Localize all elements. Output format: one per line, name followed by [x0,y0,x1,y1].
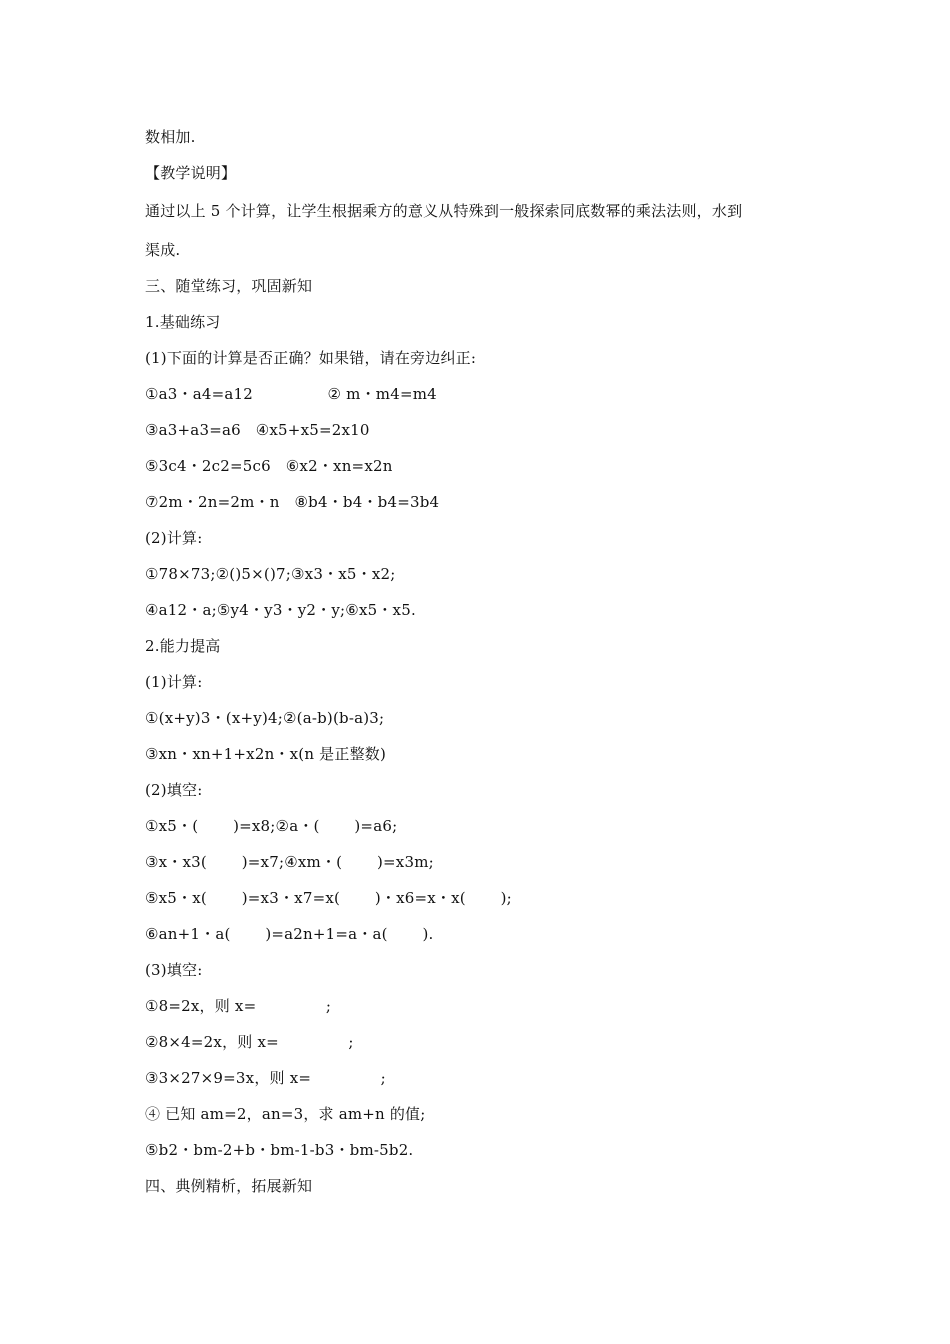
exercise-prompt: (1)下面的计算是否正确？如果错，请在旁边纠正: [145,349,477,367]
exercise-prompt: (3)填空: [145,961,203,979]
exercise-item: ⑦2m・2n=2m・n ⑧b4・b4・b4=3b4 [145,493,440,511]
exercise-item: ③x・x3( )=x7;④xm・( )=x3m; [145,853,434,871]
subsection-heading: 1.基础练习 [145,313,221,331]
text-line: 数相加. [145,128,196,146]
exercise-item: ⑥an+1・a( )=a2n+1=a・a( ). [145,925,434,943]
exercise-item: ②8×4=2x，则 x= ; [145,1033,354,1051]
subsection-heading: 2.能力提高 [145,637,221,655]
exercise-item: ⑤x5・x( )=x3・x7=x( )・x6=x・x( ); [145,889,512,907]
exercise-item: ①a3・a4=a12 ② m・m4=m4 [145,385,437,403]
exercise-prompt: (1)计算: [145,673,203,691]
exercise-prompt: (2)计算: [145,529,203,547]
text-line: 通过以上 5 个计算，让学生根据乘方的意义从特殊到一般探索同底数幂的乘法法则，水到 [145,202,743,220]
exercise-item: ⑤b2・bm-2+b・bm-1-b3・bm-5b2. [145,1141,414,1159]
text-line: 渠成. [145,241,181,259]
section-heading: 【教学说明】 [145,164,237,182]
section-heading: 四、典例精析，拓展新知 [145,1177,313,1195]
section-heading: 三、随堂练习，巩固新知 [145,277,313,295]
exercise-prompt: (2)填空: [145,781,203,799]
exercise-item: ③3×27×9=3x，则 x= ; [145,1069,386,1087]
exercise-item: ④a12・a;⑤y4・y3・y2・y;⑥x5・x5. [145,601,416,619]
exercise-item: ①x5・( )=x8;②a・( )=a6; [145,817,398,835]
exercise-item: ①8=2x，则 x= ; [145,997,332,1015]
exercise-item: ①(x+y)3・(x+y)4;②(a-b)(b-a)3; [145,709,385,727]
exercise-item: ③a3+a3=a6 ④x5+x5=2x10 [145,421,370,439]
exercise-item: ③xn・xn+1+x2n・x(n 是正整数) [145,745,387,763]
exercise-item: ①78×73;②()5×()7;③x3・x5・x2; [145,565,396,583]
exercise-item: ④ 已知 am=2，an=3，求 am+n 的值; [145,1105,426,1123]
exercise-item: ⑤3c4・2c2=5c6 ⑥x2・xn=x2n [145,457,393,475]
